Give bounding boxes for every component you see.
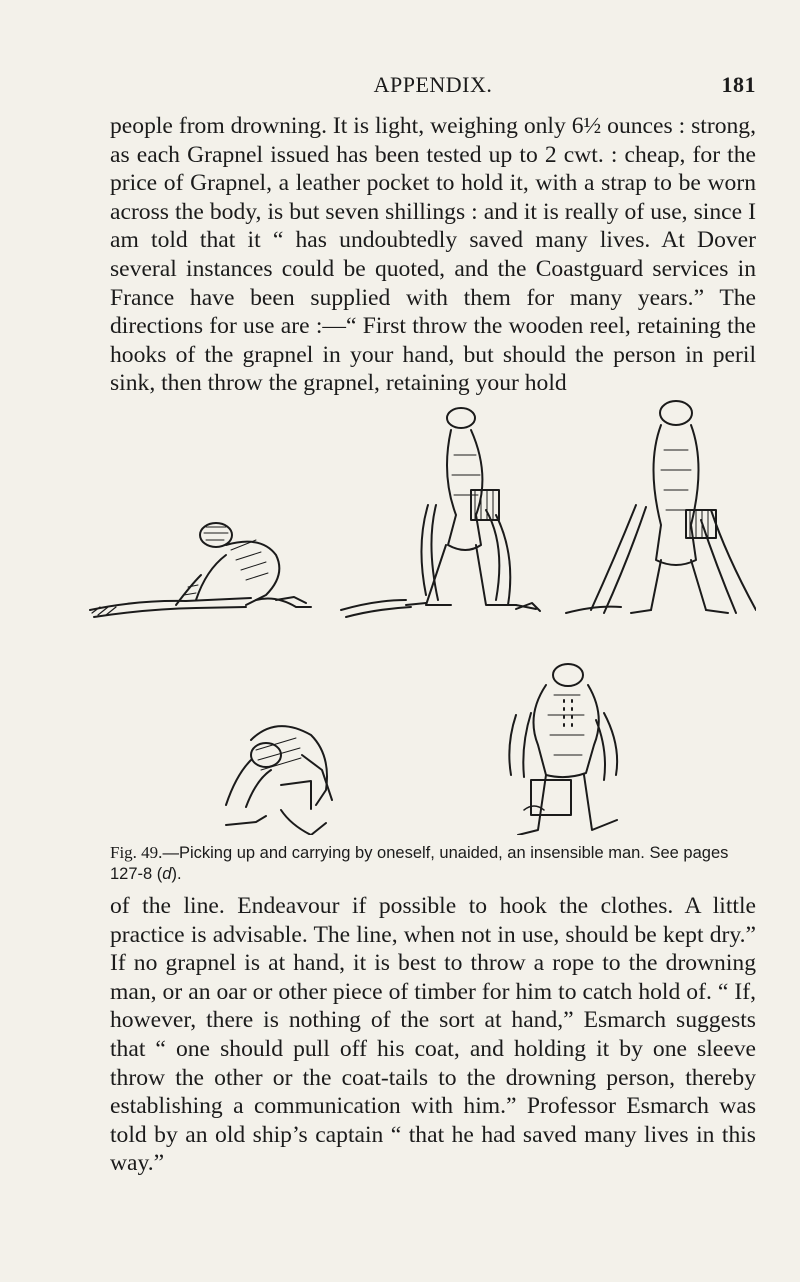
paragraph-top: people from drowning. It is light, weighing only 6½ ounces : strong, as each Grapnel issued has been tested up to 2 cwt. : cheap, for the price of Grapnel, a leather pocket to hold it, with a strap to be worn across the body, is but seven shillings : and it is really of use, since I am told that it “ has undoubtedly saved many lives. At Dover several instances could be quoted, and the Coastguard services in France have been supplied with them for many years.” The directions for use are :—“ First throw the wooden reel, retaining the hooks of the grapnel in your hand, but should the person in peril sink, then throw the grapnel, retaining your hold xyxy=(110,113,756,397)
figure-illustration xyxy=(76,395,756,835)
figure-panel-standing xyxy=(566,401,756,613)
figure-panel-lower-right xyxy=(509,664,617,835)
figure-caption-text: —Picking up and carrying by oneself, unaided, an insensible man. See pages 127-8 ( xyxy=(110,844,729,883)
figure-caption-ref: d xyxy=(162,865,172,883)
running-head: APPENDIX. xyxy=(373,72,493,97)
figure-panel-rising xyxy=(341,408,540,617)
figure-caption-end: ). xyxy=(171,865,182,883)
figure-panel-lower-left xyxy=(226,726,332,835)
figure-label: Fig. 49. xyxy=(110,843,163,862)
page-number: 181 xyxy=(721,72,756,97)
paragraph-bottom: of the line. Endeavour if possible to hook the clothes. A little practice is advisable. The line, when not in use, should be kept dry.” If no grapnel is at hand, it is best to throw a rope to the drowning man, or an oar or other piece of timber for him to catch hold of. “ If, however, there is nothing of the sort at hand,” Esmarch suggests that “ one should pull off his coat, and holding it by one sleeve throw the other or the coat-tails to the drowning person, thereby establishing a communication with him.” Professor Esmarch was told by an old ship’s captain “ that he had saved many lives in this way.” xyxy=(110,893,756,1177)
figure-caption xyxy=(110,842,756,885)
page-header xyxy=(110,72,756,104)
figure-panel-kneeling xyxy=(90,523,311,617)
